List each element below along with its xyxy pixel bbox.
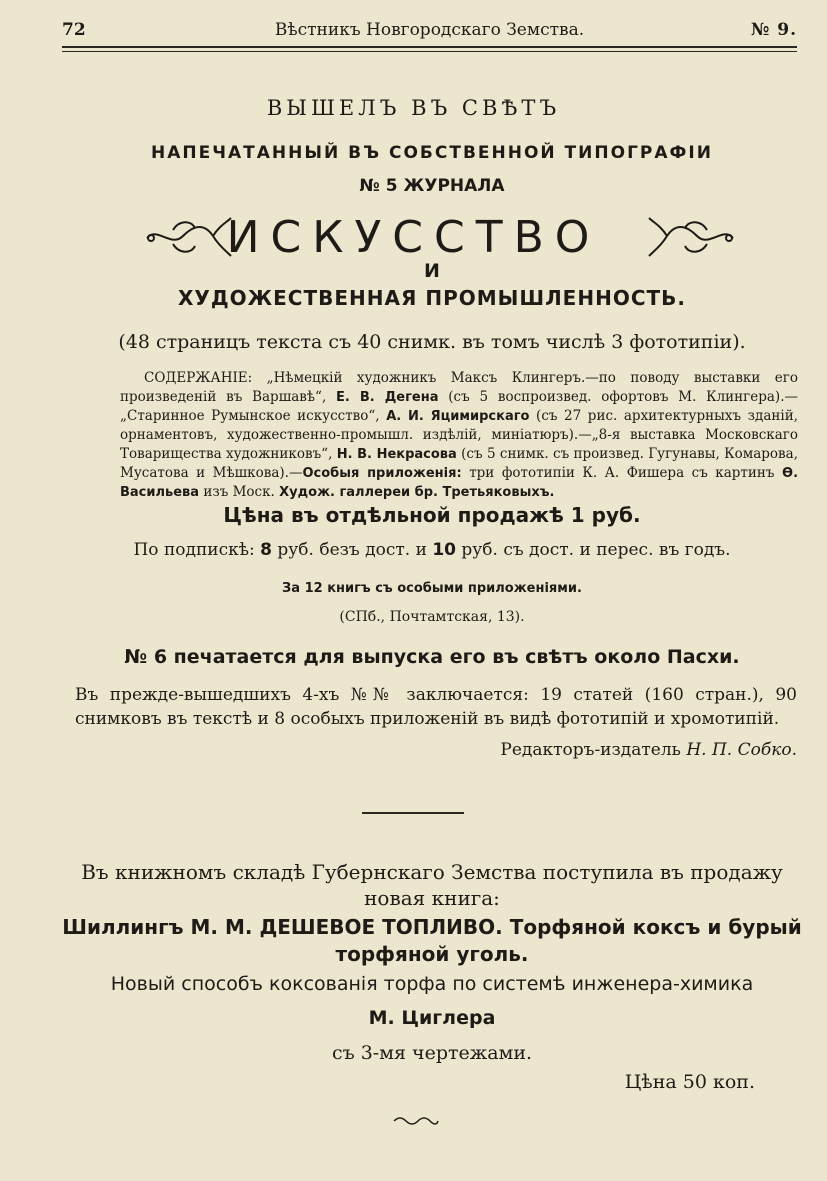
subscription-price: [0, 540, 827, 560]
subscription-amount: 8: [260, 540, 273, 560]
contents-label: СОДЕРЖАНІЕ:: [144, 370, 253, 386]
editor-name: Н. П. Собко.: [686, 740, 797, 760]
subscription-text: руб. безъ дост. и: [272, 540, 433, 560]
contents-gallery: Худож. галлереи бр. Третьяковыхъ.: [279, 485, 555, 500]
contents-text: (съ 5 снимк. съ произвед. Гугунавы, Комарова, Мусатова и Мѣшкова).—: [120, 446, 798, 481]
contents-author: А. И. Яцимирскаго: [386, 409, 530, 424]
book-drawings: съ 3-мя чертежами.: [331, 1042, 533, 1064]
contents-author: Е. В. Дегена: [336, 390, 439, 405]
contents-text: (съ 5 воспроизвед. офортовъ М. Клингера).—„Старинное Румынское искусство“,: [120, 389, 798, 424]
contents-paragraph: [120, 369, 798, 502]
pages-info: (48 страницъ текста съ 40 снимк. въ томъ числѣ 3 фототипіи).: [118, 331, 746, 353]
book-notice-line: новая книга:: [364, 886, 500, 910]
magazine-title: ИСКУССТВО: [226, 212, 601, 263]
single-price: Цѣна въ отдѣльной продажѣ 1 руб.: [223, 503, 641, 527]
contents-text: изъ Моск.: [199, 484, 280, 500]
previous-issues-paragraph: Въ прежде-вышедшихъ 4-хъ №№ заключается: 19 статей (160 стран.), 90 снимковъ въ текстѣ и 8 особыхъ приложеній въ видѣ фототипій и хромотипій.: [75, 685, 797, 729]
announcement-subheading: НАПЕЧАТАННЫЙ ВЪ СОБСТВЕННОЙ ТИПОГРАФІИ: [151, 143, 713, 163]
contents-author: Ѳ. Васильева: [120, 466, 799, 500]
editor-signature: [500, 740, 797, 760]
editor-label: Редакторъ-издатель: [500, 740, 687, 760]
page-number: 72: [62, 20, 86, 40]
header-rule: [62, 46, 797, 52]
book-engineer: М. Циглера: [368, 1007, 496, 1029]
book-title-continued: торфяной уголь.: [335, 942, 529, 966]
section-divider: [362, 812, 464, 814]
contents-text: три фототипіи К. А. Фишера съ картинъ: [461, 465, 783, 481]
book-title: Шиллингъ М. М. ДЕШЕВОЕ ТОПЛИВО. Торфяной коксъ и бурый: [62, 915, 802, 939]
issue-label: № 5 ЖУРНАЛА: [359, 176, 505, 196]
issue-number: № 9.: [750, 20, 797, 40]
contents-author: Н. В. Некрасова: [336, 447, 457, 462]
magazine-subtitle: ХУДОЖЕСТВЕННАЯ ПРОМЫШЛЕННОСТЬ.: [178, 286, 686, 310]
announcement-heading: ВЫШЕЛЪ ВЪ СВѢТЪ: [266, 96, 561, 120]
title-conjunction: И: [424, 260, 440, 282]
subscription-text: руб. съ дост. и перес. въ годъ.: [455, 540, 731, 560]
journal-title: Вѣстникъ Новгородскаго Земства.: [274, 20, 585, 40]
contents-supplement-label: Особыя приложенія:: [302, 466, 462, 481]
next-issue-note: № 6 печатается для выпуска его въ свѣтъ около Пасхи.: [124, 646, 740, 668]
address: (СПб., Почтамтская, 13).: [339, 609, 525, 625]
flourish-right-icon: [645, 214, 737, 260]
subscription-note: За 12 книгъ съ особыми приложеніями.: [282, 581, 582, 596]
subscription-text: По подпискѣ:: [133, 540, 261, 560]
book-price: Цѣна 50 коп.: [624, 1071, 755, 1093]
bottom-flourish-icon: [392, 1114, 440, 1128]
book-notice-line: Въ книжномъ складѣ Губернскаго Земства поступила въ продажу: [81, 860, 783, 884]
book-description: Новый способъ коксованія торфа по системѣ инженера-химика: [110, 973, 754, 995]
contents-text: (съ 27 рис. архитектурныхъ зданій, орнаментовъ, художественно-промышл. издѣлій, миніатюръ).—„8-я выставка Московскаго Товарищества художниковъ“,: [120, 408, 798, 462]
subscription-amount: 10: [432, 540, 456, 560]
contents-text: „Нѣмецкій художникъ Максъ Клингеръ.—по поводу выставки его произведеній въ Варшавѣ“,: [120, 370, 798, 405]
